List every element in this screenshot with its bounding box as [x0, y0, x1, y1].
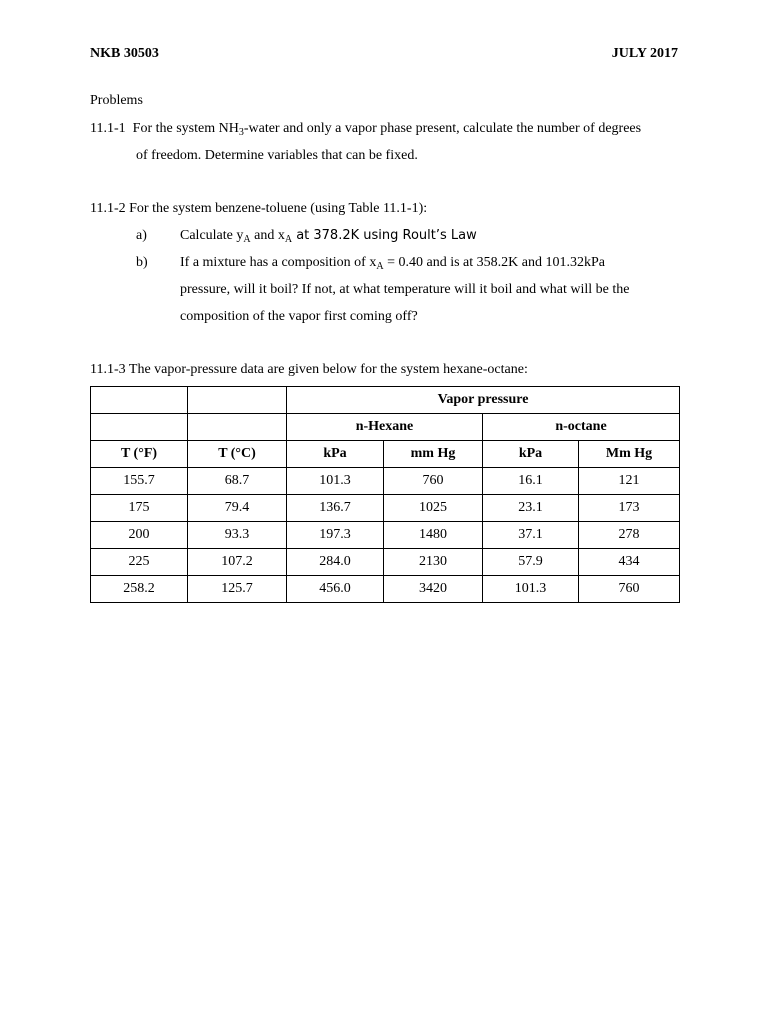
column-header: kPa	[287, 441, 384, 468]
part-a-sub-2: A	[284, 234, 293, 245]
part-b-sub-1: A	[376, 261, 384, 272]
table-row	[91, 576, 680, 603]
table-cell: 16.1	[483, 468, 579, 495]
table-cell: 93.3	[188, 522, 287, 549]
table-cell: 136.7	[287, 495, 384, 522]
table-cell: 3420	[384, 576, 483, 603]
table-row	[91, 468, 680, 495]
part-a-text-2: and x	[250, 228, 285, 243]
table-row	[91, 495, 680, 522]
problem-1-line-1	[90, 121, 641, 137]
vapor-pressure-table	[90, 386, 680, 603]
table-cell: 434	[579, 549, 680, 576]
table-cell: 125.7	[188, 576, 287, 603]
course-code: NKB 30503	[90, 46, 159, 61]
part-a-sub-1: A	[243, 234, 251, 245]
empty-cell	[91, 414, 188, 441]
table-cell: 57.9	[483, 549, 579, 576]
table-cell: 68.7	[188, 468, 287, 495]
exam-date: JULY 2017	[611, 46, 678, 61]
table-cell: 23.1	[483, 495, 579, 522]
table-cell: 200	[91, 522, 188, 549]
part-a-text-1: Calculate y	[180, 228, 244, 243]
part-b-label: b)	[136, 255, 148, 270]
part-b-text-2: = 0.40 and is at 358.2K and 101.32kPa	[383, 255, 605, 270]
column-header: T (°C)	[188, 441, 287, 468]
table-cell: 173	[579, 495, 680, 522]
part-a-text-3: at 378.2K using Roult’s Law	[292, 228, 477, 243]
table-group-header-row	[91, 387, 680, 414]
column-header: Mm Hg	[579, 441, 680, 468]
part-a-label: a)	[136, 228, 147, 243]
column-header: mm Hg	[384, 441, 483, 468]
table-cell: 121	[579, 468, 680, 495]
table-cell: 284.0	[287, 549, 384, 576]
part-a-text	[180, 228, 477, 244]
table-cell: 197.3	[287, 522, 384, 549]
hexane-header: n-Hexane	[287, 414, 483, 441]
empty-cell	[188, 414, 287, 441]
problem-1-line-2: of freedom. Determine variables that can be fixed.	[136, 148, 418, 163]
table-cell: 1480	[384, 522, 483, 549]
table-cell: 760	[579, 576, 680, 603]
table-cell: 37.1	[483, 522, 579, 549]
table-cell: 79.4	[188, 495, 287, 522]
table-row	[91, 522, 680, 549]
table-cell: 175	[91, 495, 188, 522]
table-cell: 2130	[384, 549, 483, 576]
table-cell: 760	[384, 468, 483, 495]
vapor-pressure-header: Vapor pressure	[287, 387, 680, 414]
part-b-line-3: composition of the vapor first coming off?	[180, 309, 418, 324]
part-b-line-1	[180, 255, 605, 271]
table-cell: 225	[91, 549, 188, 576]
octane-header: n-octane	[483, 414, 680, 441]
table-cell: 456.0	[287, 576, 384, 603]
empty-cell	[91, 387, 188, 414]
table-cell: 101.3	[287, 468, 384, 495]
problem-3-intro: 11.1-3 The vapor-pressure data are given below for the system hexane-octane:	[90, 362, 528, 377]
problem-1-subscript: 3	[238, 127, 244, 138]
problem-2-intro: 11.1-2 For the system benzene-toluene (using Table 11.1-1):	[90, 201, 428, 216]
column-header: T (°F)	[91, 441, 188, 468]
problem-1-text-a: For the system NH	[132, 121, 239, 136]
table-sub-header-row	[91, 414, 680, 441]
problem-1-number: 11.1-1	[90, 121, 126, 136]
problem-1-text-b: -water and only a vapor phase present, calculate the number of degrees	[243, 121, 642, 136]
table-column-header-row	[91, 441, 680, 468]
column-header: kPa	[483, 441, 579, 468]
table-cell: 155.7	[91, 468, 188, 495]
section-title: Problems	[90, 93, 143, 108]
part-b-line-2: pressure, will it boil? If not, at what temperature will it boil and what will be the	[180, 282, 630, 297]
table-cell: 101.3	[483, 576, 579, 603]
table-cell: 258.2	[91, 576, 188, 603]
empty-cell	[188, 387, 287, 414]
part-b-text-1: If a mixture has a composition of x	[180, 255, 377, 270]
table-cell: 107.2	[188, 549, 287, 576]
table-row	[91, 549, 680, 576]
table-cell: 278	[579, 522, 680, 549]
table-cell: 1025	[384, 495, 483, 522]
